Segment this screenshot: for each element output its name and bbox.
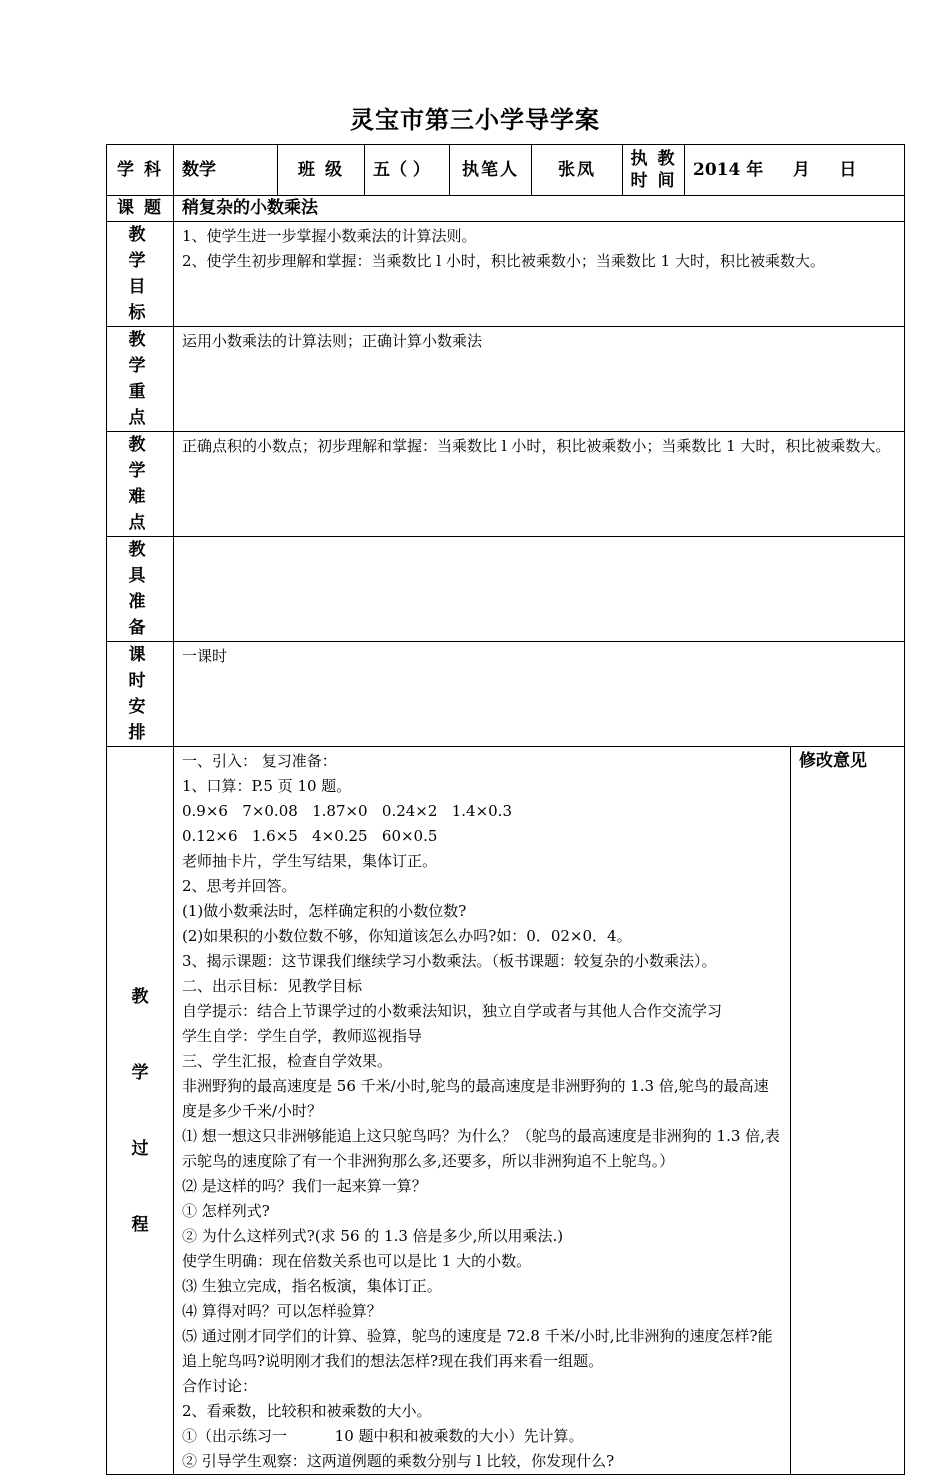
process-line: 2、看乘数，比较积和被乘数的大小。 (182, 1402, 432, 1420)
schedule-label (107, 642, 174, 747)
revise-column: 修改意见 (791, 747, 905, 1475)
time-label (623, 145, 685, 196)
focus-label-line-2: 重 点 (128, 382, 158, 428)
process-line: ② 引导学生观察：这两道例题的乘数分别与 l 比较，你发现什么? (182, 1452, 615, 1470)
process-line: ⑶ 生独立完成，指名板演，集体订正。 (182, 1277, 442, 1295)
process-line: 老师抽卡片，学生写结果，集体订正。 (182, 852, 438, 870)
time-label-line-2: 时 间 (630, 171, 677, 191)
topic-value: 稍复杂的小数乘法 (174, 196, 905, 222)
process-label (107, 747, 174, 1475)
process-line: ①（出示练习一 10 题中积和被乘数的大小）先计算。 (182, 1427, 584, 1445)
class-value: 五（ ） (365, 145, 450, 196)
difficulty-label (107, 432, 174, 537)
tools-label (107, 537, 174, 642)
process-label-char: 过 (131, 1138, 149, 1159)
process-label-char: 学 (131, 1062, 149, 1083)
process-row (107, 747, 905, 1475)
schedule-content: 一课时 (174, 642, 905, 747)
process-line: 2、思考并回答。 (182, 877, 297, 895)
tools-label-line-2: 准 备 (128, 592, 158, 638)
process-line: 二、出示目标：见教学目标 (182, 977, 363, 995)
tools-content (174, 537, 905, 642)
goals-row (107, 222, 905, 327)
author-value: 张凤 (532, 145, 623, 196)
focus-label (107, 327, 174, 432)
process-line: ⑷ 算得对吗？可以怎样验算？ (182, 1302, 382, 1320)
process-line: (1)做小数乘法时，怎样确定积的小数位数? (182, 902, 467, 920)
focus-row (107, 327, 905, 432)
author-label: 执笔人 (450, 145, 532, 196)
process-line: 三、学生汇报，检查自学效果。 (182, 1052, 393, 1070)
goal-line: 1、使学生进一步掌握小数乘法的计算法则。 (182, 227, 477, 245)
process-line: ① 怎样列式? (182, 1202, 270, 1220)
process-line: (2)如果积的小数位数不够，你知道该怎么办吗?如：0．02×0．4。 (182, 927, 632, 945)
process-line: 3、揭示课题：这节课我们继续学习小数乘法。（板书课题：较复杂的小数乘法）。 (182, 952, 717, 970)
difficulty-label-line-1: 教 学 (128, 435, 158, 481)
class-label: 班 级 (278, 145, 365, 196)
tools-row (107, 537, 905, 642)
process-line: 自学提示：结合上节课学过的小数乘法知识，独立自学或者与其他人合作交流学习 (182, 1002, 723, 1020)
schedule-label-line-2: 安 排 (128, 697, 158, 743)
goals-content (174, 222, 905, 327)
process-label-char: 教 (131, 986, 149, 1007)
goals-label (107, 222, 174, 327)
time-label-line-1: 执 教 (630, 149, 677, 169)
difficulty-label-line-2: 难 点 (128, 487, 158, 533)
page-title: 灵宝市第三小学导学案 (350, 105, 600, 134)
focus-label-line-1: 教 学 (128, 330, 158, 376)
tools-label-line-1: 教 具 (128, 540, 158, 586)
process-line: 一、引入： 复习准备： (182, 752, 337, 770)
topic-row (107, 196, 905, 222)
topic-label: 课 题 (107, 196, 174, 222)
process-line: 0.9×6 7×0.08 1.87×0 0.24×2 1.4×0.3 (182, 802, 512, 820)
schedule-label-line-1: 课 时 (128, 645, 158, 691)
goal-line: 2、使学生初步理解和掌握：当乘数比 l 小时，积比被乘数小；当乘数比 1 大时，积比被乘数大。 (182, 252, 825, 270)
process-line: ② 为什么这样列式?(求 56 的 1.3 倍是多少,所以用乘法.) (182, 1227, 564, 1245)
process-line: ⑴ 想一想这只非洲够能追上这只鸵鸟吗？为什么？（鸵鸟的最高速度是非洲狗的 1.3 倍,表示鸵鸟的速度除了有一个非洲狗那么多,还要多，所以非洲狗追不上鸵鸟。） (182, 1127, 780, 1170)
subject-value: 数学 (174, 145, 278, 196)
process-line: ⑸ 通过刚才同学们的计算、验算，鸵鸟的速度是 72.8 千米/小时,比非洲狗的速度怎样?能追上鸵鸟吗?说明刚才我们的想法怎样?现在我们再来看一组题。 (182, 1327, 773, 1370)
process-line: 使学生明确：现在倍数关系也可以是比 1 大的小数。 (182, 1252, 532, 1270)
process-line: 1、口算：P.5 页 10 题。 (182, 777, 352, 795)
header-row (107, 145, 905, 196)
subject-label: 学 科 (107, 145, 174, 196)
process-label-char: 程 (131, 1214, 149, 1235)
time-value: 2014 年 月 日 (685, 145, 905, 196)
goals-label-line-2: 目 标 (128, 277, 158, 323)
schedule-row (107, 642, 905, 747)
focus-content: 运用小数乘法的计算法则；正确计算小数乘法 (174, 327, 905, 432)
process-line: ⑵ 是这样的吗？我们一起来算一算？ (182, 1177, 427, 1195)
process-line: 0.12×6 1.6×5 4×0.25 60×0.5 (182, 827, 438, 845)
difficulty-content: 正确点积的小数点；初步理解和掌握：当乘数比 l 小时，积比被乘数小；当乘数比 1 大时，积比被乘数大。 (174, 432, 905, 537)
goals-label-line-1: 教 学 (128, 225, 158, 271)
process-line: 非洲野狗的最高速度是 56 千米/小时,鸵鸟的最高速度是非洲野狗的 1.3 倍,鸵鸟的最高速度是多少千米/小时？ (182, 1077, 769, 1120)
difficulty-row (107, 432, 905, 537)
process-line: 学生自学：学生自学，教师巡视指导 (182, 1027, 423, 1045)
process-line: 合作讨论： (182, 1377, 258, 1395)
lesson-plan-table (106, 144, 905, 1475)
process-content (174, 747, 791, 1475)
